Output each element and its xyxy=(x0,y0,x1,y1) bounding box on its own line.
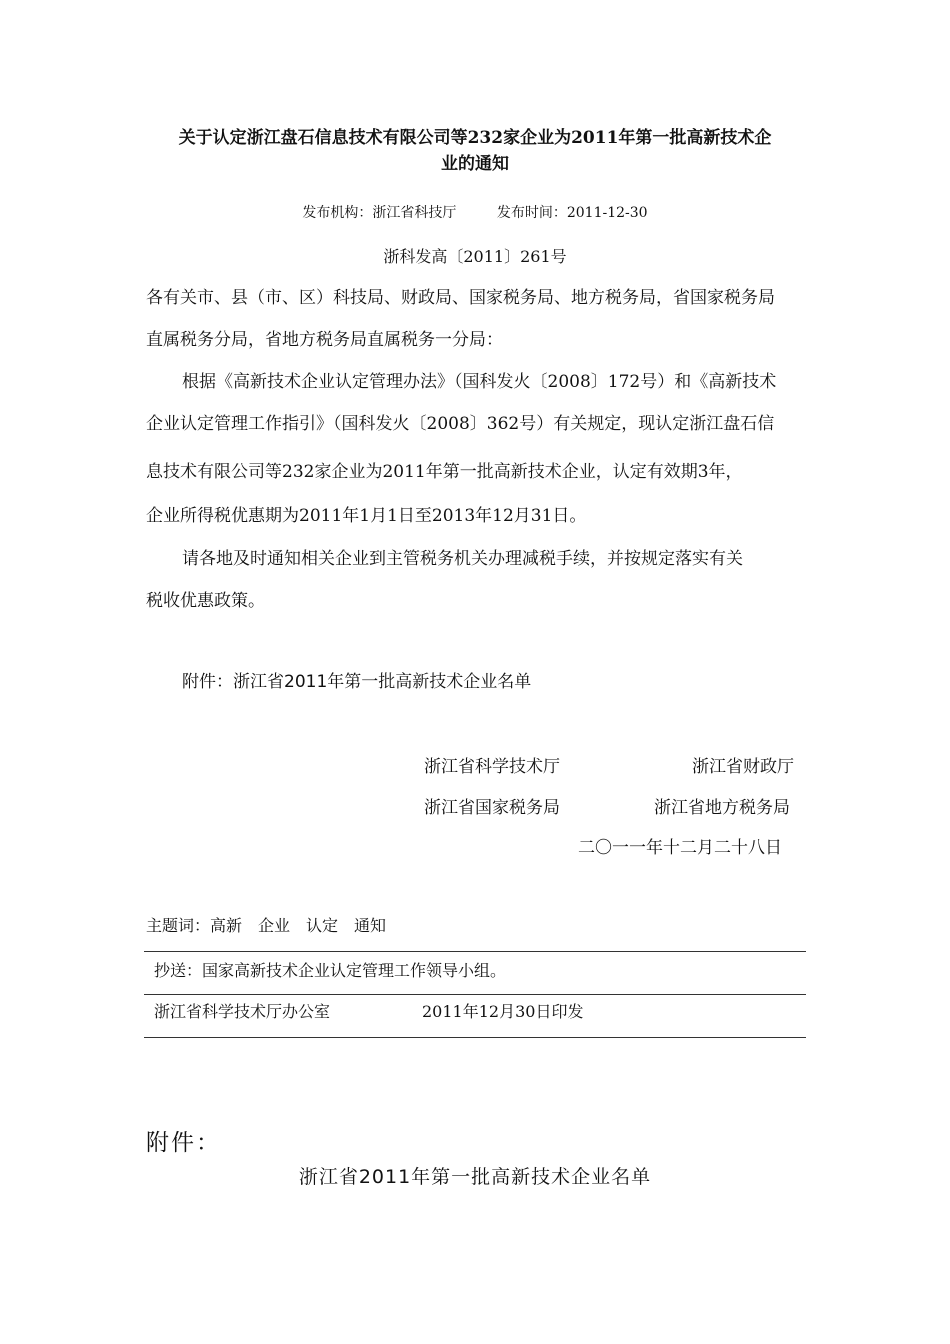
doc-title-line1: 关于认定浙江盘石信息技术有限公司等232家企业为2011年第一批高新技术企 xyxy=(178,128,772,148)
para1-line4: 企业所得税优惠期为2011年1月1日至2013年12月31日。 xyxy=(146,506,587,526)
signer-local-tax: 浙江省地方税务局 xyxy=(654,798,790,818)
publisher: 发布机构：浙江省科技厅 xyxy=(302,205,457,221)
cc-line: 抄送：国家高新技术企业认定管理工作领导小组。 xyxy=(154,961,507,980)
issue-date: 二〇一一年十二月二十八日 xyxy=(578,838,782,858)
para2-line1: 请各地及时通知相关企业到主管税务机关办理减税手续，并按规定落实有关 xyxy=(182,549,743,569)
para1-line3: 息技术有限公司等232家企业为2011年第一批高新技术企业，认定有效期3年， xyxy=(146,462,743,482)
doc-title-line2: 业的通知 xyxy=(441,154,509,174)
print-date: 2011年12月30日印发 xyxy=(422,1002,584,1021)
divider-bottom xyxy=(144,1037,806,1038)
para1-line2: 企业认定管理工作指引》（国科发火〔2008〕362号）有关规定，现认定浙江盘石信 xyxy=(146,414,775,434)
doc-number: 浙科发高〔2011〕261号 xyxy=(383,247,567,266)
publish-meta xyxy=(0,202,950,222)
signer-science-dept: 浙江省科学技术厅 xyxy=(424,757,560,777)
salutation-line1: 各有关市、县（市、区）科技局、财政局、国家税务局、地方税务局，省国家税务局 xyxy=(146,288,775,308)
attachment-title: 浙江省2011年第一批高新技术企业名单 xyxy=(298,1166,652,1188)
signer-national-tax: 浙江省国家税务局 xyxy=(424,798,560,818)
attachment-note: 附件：浙江省2011年第一批高新技术企业名单 xyxy=(182,672,532,692)
divider-middle xyxy=(144,994,806,995)
salutation-line2: 直属税务分局，省地方税务局直属税务一分局： xyxy=(146,330,503,350)
publish-time: 发布时间：2011-12-30 xyxy=(496,205,648,221)
signer-finance-dept: 浙江省财政厅 xyxy=(692,757,794,777)
divider-top xyxy=(144,951,806,952)
para1-line1: 根据《高新技术企业认定管理办法》（国科发火〔2008〕172号）和《高新技术 xyxy=(182,372,777,392)
attachment-heading: 附件： xyxy=(146,1130,221,1156)
para2-line2: 税收优惠政策。 xyxy=(146,591,265,611)
keywords: 主题词：高新 企业 认定 通知 xyxy=(146,916,387,935)
issuer-office: 浙江省科学技术厅办公室 xyxy=(154,1002,331,1021)
